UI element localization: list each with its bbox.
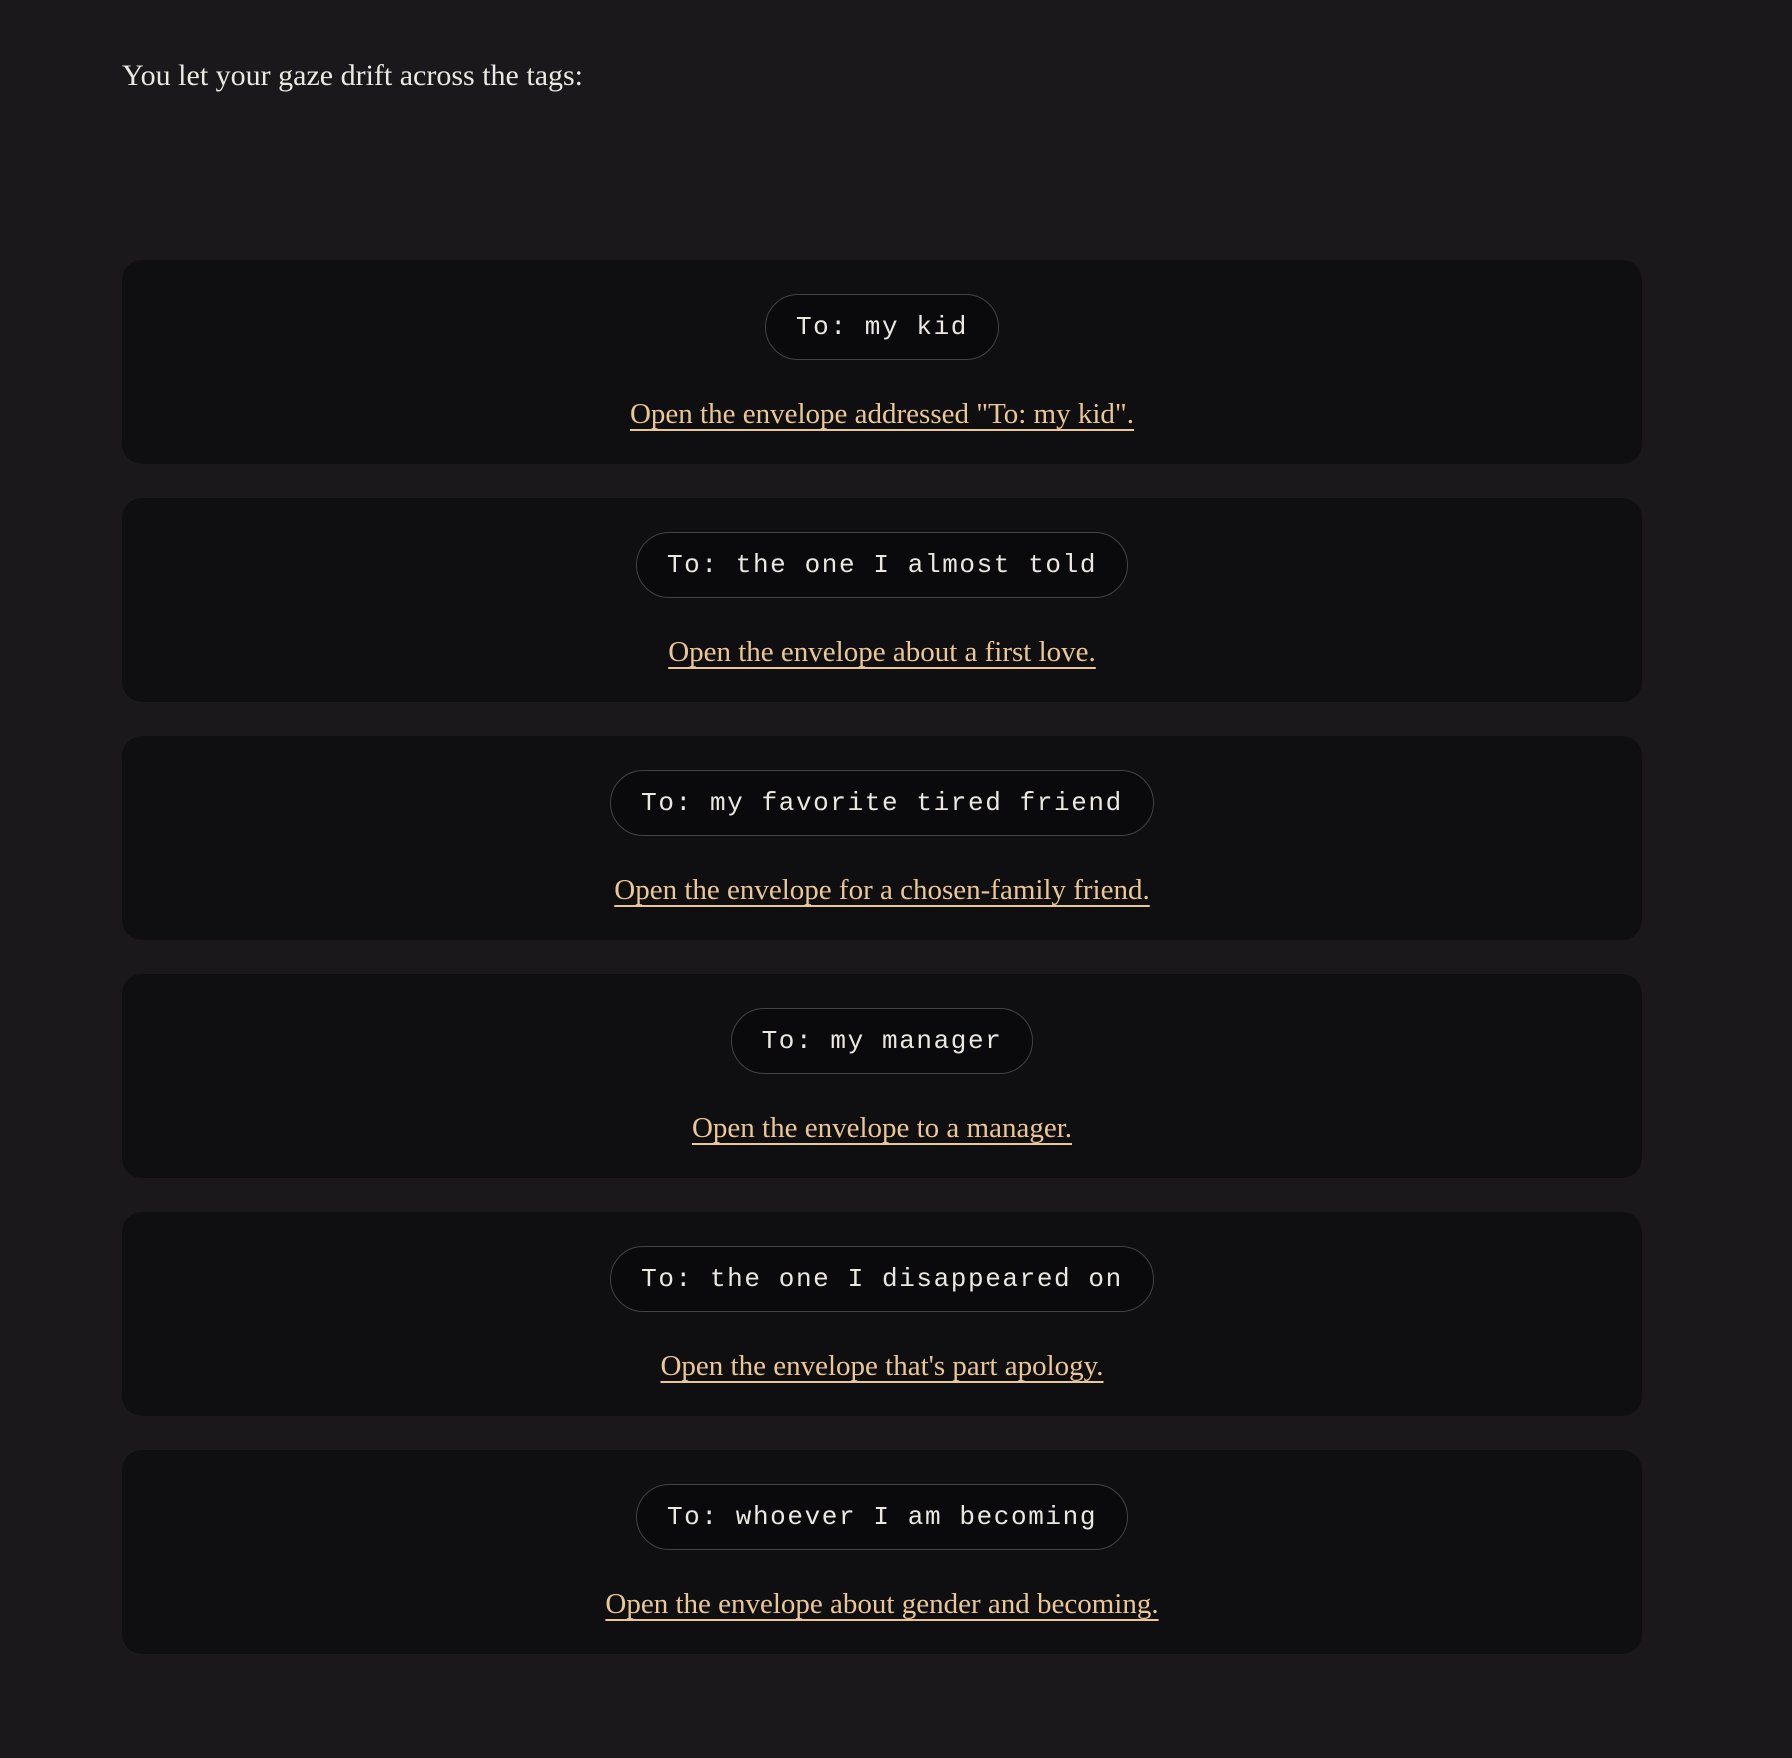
envelope-tag-pill-becoming: To: whoever I am becoming bbox=[636, 1484, 1128, 1550]
envelope-card-becoming bbox=[122, 1450, 1642, 1654]
envelope-card-disappeared bbox=[122, 1212, 1642, 1416]
envelope-card-manager bbox=[122, 974, 1642, 1178]
envelope-tag-pill-almost-told: To: the one I almost told bbox=[636, 532, 1128, 598]
envelope-card-almost-told bbox=[122, 498, 1642, 702]
open-envelope-link-kid[interactable]: Open the envelope addressed "To: my kid". bbox=[629, 398, 1135, 430]
envelope-card-tired-friend bbox=[122, 736, 1642, 940]
envelope-list bbox=[122, 260, 1642, 1654]
envelope-card-kid bbox=[122, 260, 1642, 464]
passage bbox=[122, 58, 1642, 1654]
intro-text: You let your gaze drift across the tags: bbox=[122, 59, 584, 92]
envelope-tag-pill-kid: To: my kid bbox=[765, 294, 999, 360]
open-envelope-link-apology[interactable]: Open the envelope that's part apology. bbox=[660, 1350, 1104, 1382]
envelope-tag-pill-manager: To: my manager bbox=[731, 1008, 1034, 1074]
open-envelope-link-becoming[interactable]: Open the envelope about gender and becoming. bbox=[605, 1588, 1159, 1620]
envelope-tag-pill-disappeared: To: the one I disappeared on bbox=[610, 1246, 1154, 1312]
open-envelope-link-first-love[interactable]: Open the envelope about a first love. bbox=[668, 636, 1096, 668]
open-envelope-link-chosen-family[interactable]: Open the envelope for a chosen-family friend. bbox=[614, 874, 1150, 906]
envelope-tag-pill-tired-friend: To: my favorite tired friend bbox=[610, 770, 1154, 836]
open-envelope-link-manager[interactable]: Open the envelope to a manager. bbox=[691, 1112, 1073, 1144]
